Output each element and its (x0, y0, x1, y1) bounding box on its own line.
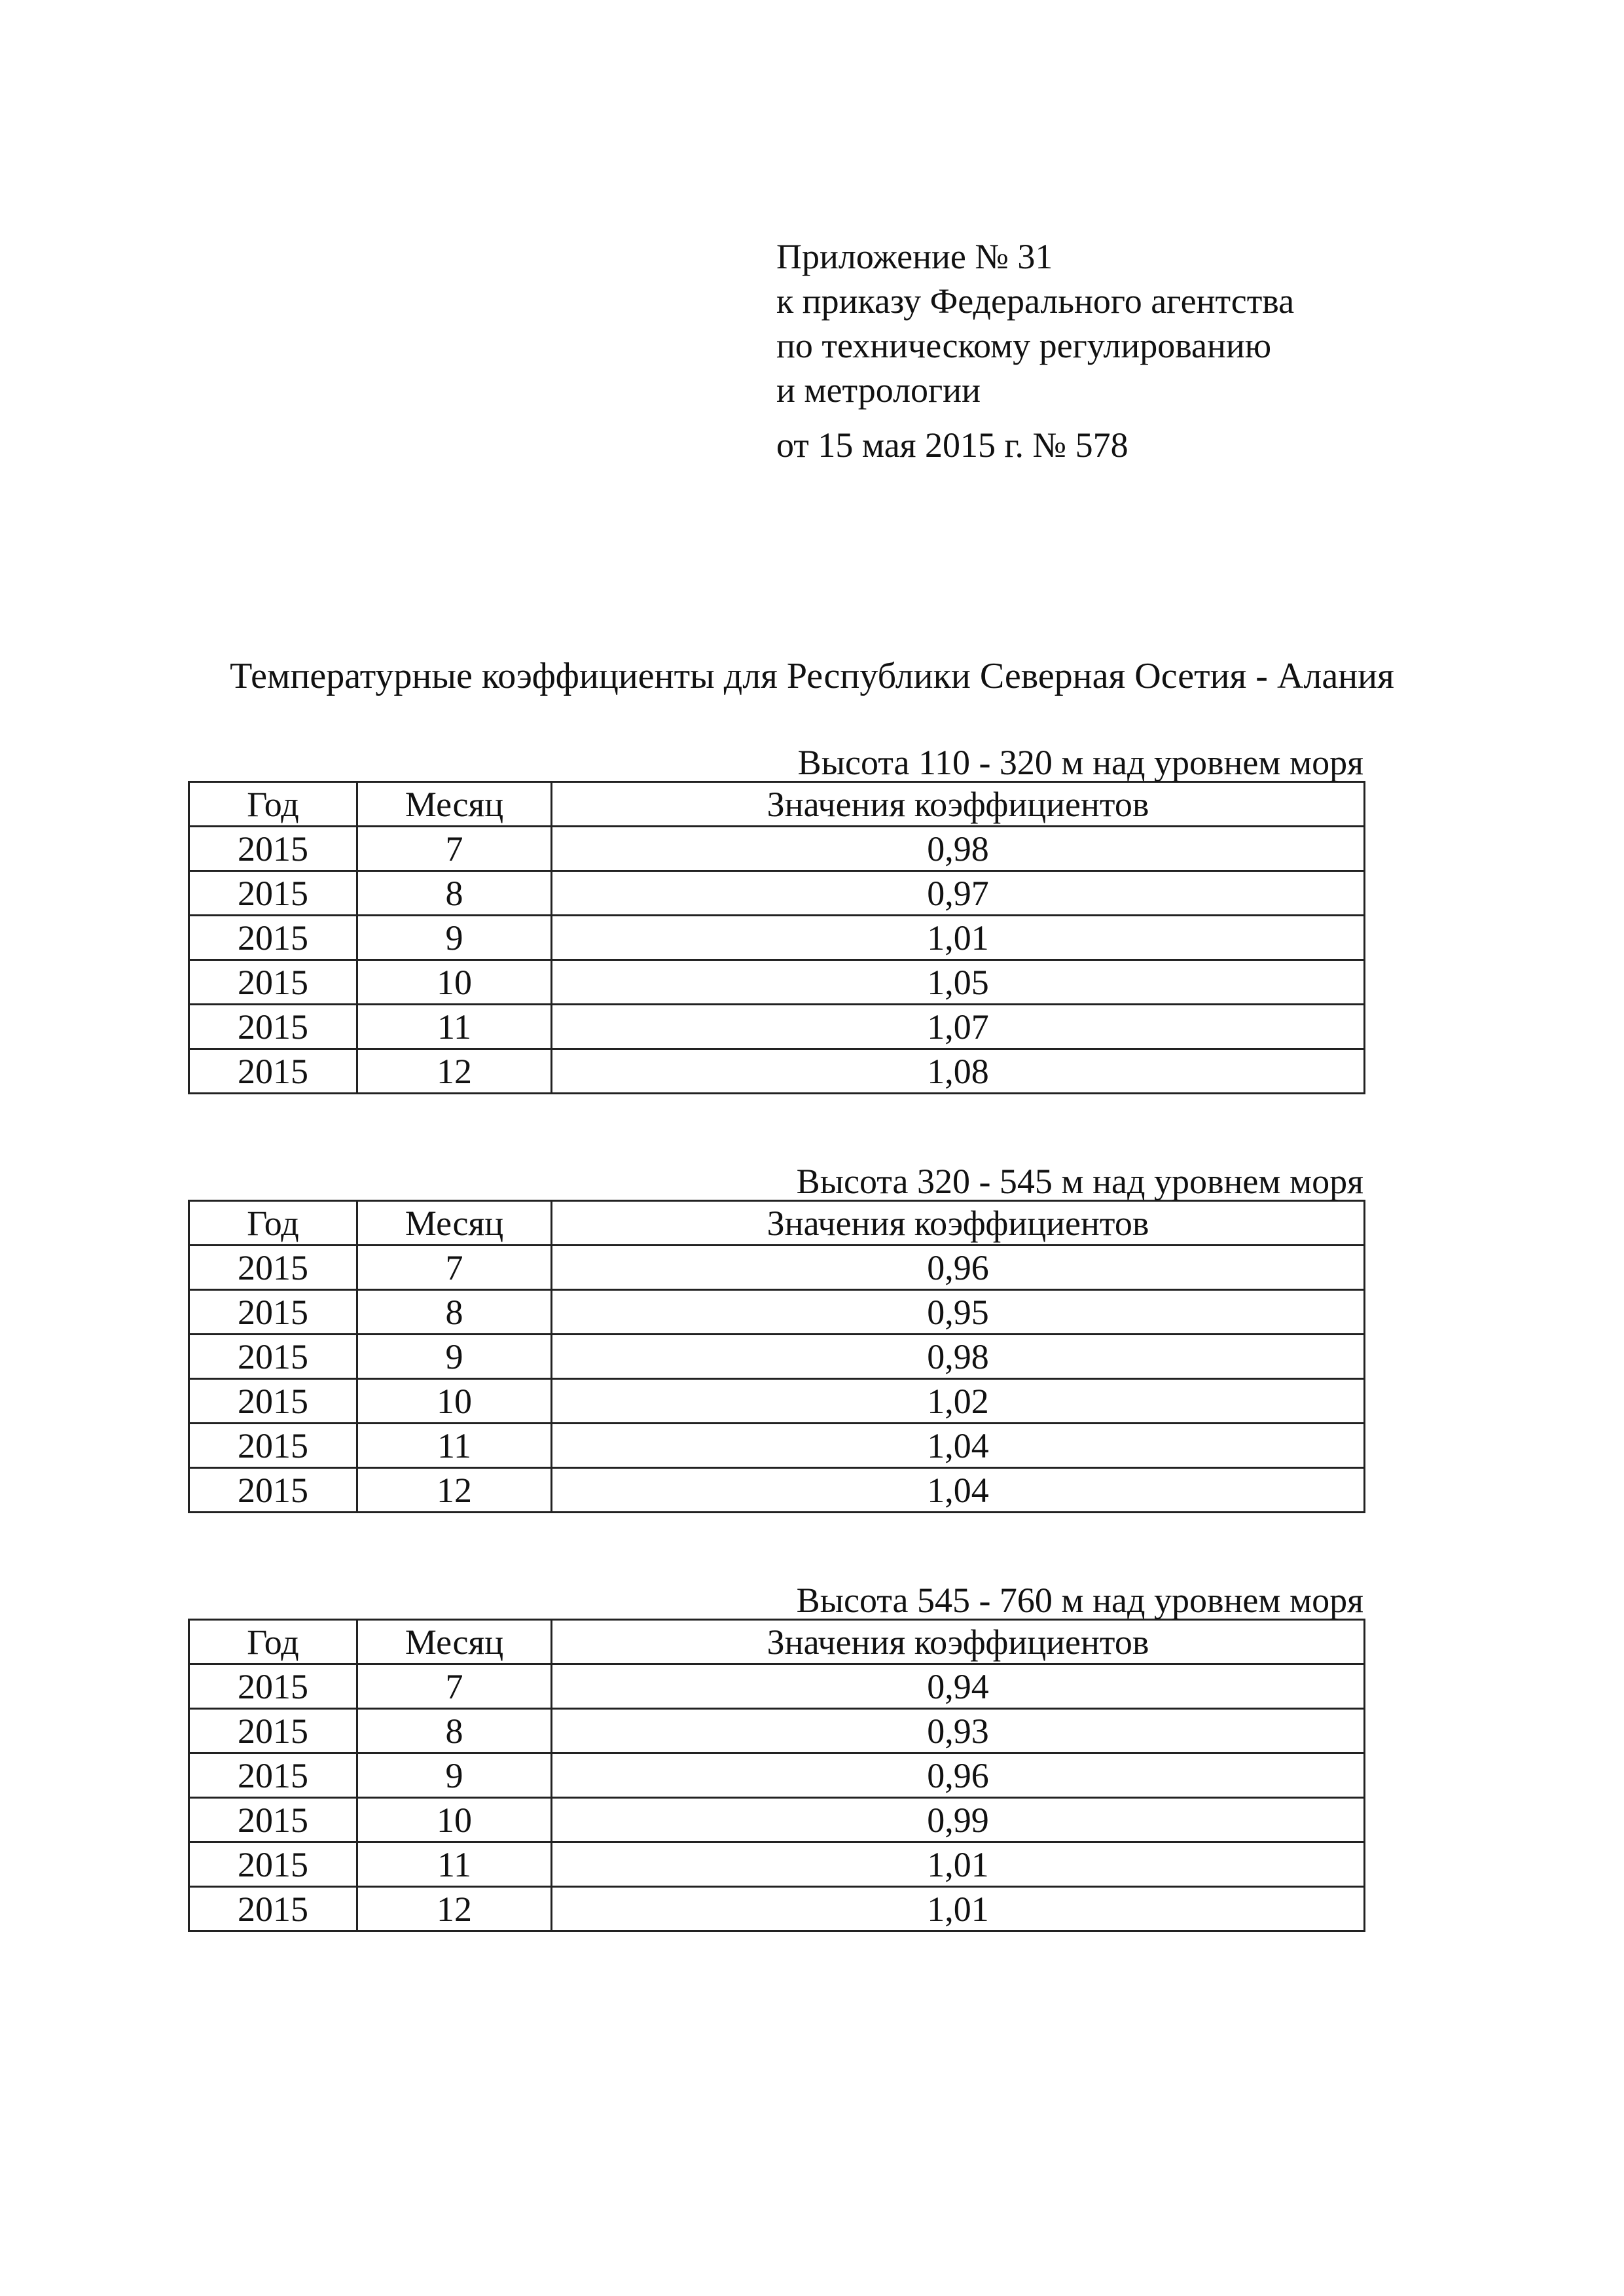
month-cell: 12 (357, 1468, 552, 1513)
year-cell: 2015 (189, 827, 357, 871)
month-cell: 8 (357, 1290, 552, 1335)
appendix-agency-line: по техническому регулированию (776, 326, 1272, 365)
month-cell: 7 (357, 827, 552, 871)
month-cell: 12 (357, 1887, 552, 1931)
table-row (189, 1049, 1365, 1094)
value-cell: 0,93 (552, 1709, 1365, 1753)
altitude-section-2 (188, 1163, 1363, 1513)
value-cell: 1,02 (552, 1379, 1365, 1424)
table-header-row (189, 782, 1365, 827)
value-cell: 1,01 (552, 1842, 1365, 1887)
month-cell: 7 (357, 1246, 552, 1290)
year-cell: 2015 (189, 1842, 357, 1887)
table-row (189, 871, 1365, 916)
month-cell: 11 (357, 1842, 552, 1887)
year-cell: 2015 (189, 871, 357, 916)
appendix-number: Приложение № 31 (776, 237, 1053, 276)
year-cell: 2015 (189, 1753, 357, 1798)
value-cell: 1,08 (552, 1049, 1365, 1094)
value-cell: 0,96 (552, 1753, 1365, 1798)
coefficients-table (188, 1200, 1365, 1513)
year-cell: 2015 (189, 1709, 357, 1753)
appendix-date: от 15 мая 2015 г. № 578 (776, 425, 1128, 465)
table-header-row (189, 1620, 1365, 1664)
year-cell: 2015 (189, 1664, 357, 1709)
table-row (189, 1424, 1365, 1468)
value-cell: 0,96 (552, 1246, 1365, 1290)
table-header-row (189, 1201, 1365, 1246)
value-cell: 0,99 (552, 1798, 1365, 1842)
value-cell: 1,05 (552, 960, 1365, 1005)
column-header-month: Месяц (357, 1620, 552, 1664)
altitude-caption: Высота 110 - 320 м над уровнем моря (797, 743, 1363, 782)
year-cell: 2015 (189, 1335, 357, 1379)
table-row (189, 1664, 1365, 1709)
year-cell: 2015 (189, 1887, 357, 1931)
month-cell: 10 (357, 1379, 552, 1424)
year-cell: 2015 (189, 1290, 357, 1335)
table-row (189, 1709, 1365, 1753)
month-cell: 12 (357, 1049, 552, 1094)
column-header-month: Месяц (357, 1201, 552, 1246)
year-cell: 2015 (189, 1005, 357, 1049)
month-cell: 11 (357, 1424, 552, 1468)
month-cell: 9 (357, 1335, 552, 1379)
value-cell: 1,07 (552, 1005, 1365, 1049)
month-cell: 7 (357, 1664, 552, 1709)
column-header-year: Год (189, 782, 357, 827)
table-row (189, 1887, 1365, 1931)
altitude-caption: Высота 320 - 545 м над уровнем моря (796, 1162, 1363, 1201)
table-row (189, 960, 1365, 1005)
month-cell: 10 (357, 1798, 552, 1842)
value-cell: 0,98 (552, 1335, 1365, 1379)
appendix-order-line: к приказу Федерального агентства (776, 281, 1295, 321)
altitude-section-3 (188, 1582, 1363, 1932)
column-header-month: Месяц (357, 782, 552, 827)
column-header-year: Год (189, 1201, 357, 1246)
table-row (189, 1379, 1365, 1424)
value-cell: 0,98 (552, 827, 1365, 871)
value-cell: 1,04 (552, 1424, 1365, 1468)
year-cell: 2015 (189, 916, 357, 960)
year-cell: 2015 (189, 1468, 357, 1513)
column-header-value: Значения коэффициентов (552, 1201, 1365, 1246)
year-cell: 2015 (189, 1246, 357, 1290)
year-cell: 2015 (189, 1798, 357, 1842)
value-cell: 1,04 (552, 1468, 1365, 1513)
appendix-header (776, 234, 1294, 467)
column-header-year: Год (189, 1620, 357, 1664)
altitude-caption: Высота 545 - 760 м над уровнем моря (796, 1581, 1363, 1620)
value-cell: 1,01 (552, 1887, 1365, 1931)
month-cell: 10 (357, 960, 552, 1005)
table-row (189, 1335, 1365, 1379)
value-cell: 0,95 (552, 1290, 1365, 1335)
appendix-metrology-line: и метрологии (776, 370, 981, 410)
table-row (189, 1246, 1365, 1290)
coefficients-table (188, 781, 1365, 1094)
month-cell: 11 (357, 1005, 552, 1049)
table-row (189, 827, 1365, 871)
column-header-value: Значения коэффициентов (552, 782, 1365, 827)
month-cell: 8 (357, 1709, 552, 1753)
table-row (189, 1842, 1365, 1887)
column-header-value: Значения коэффициентов (552, 1620, 1365, 1664)
value-cell: 1,01 (552, 916, 1365, 960)
table-row (189, 1005, 1365, 1049)
altitude-section-1 (188, 744, 1363, 1094)
document-title: Температурные коэффициенты для Республики Северная Осетия - Алания (230, 656, 1394, 696)
value-cell: 0,97 (552, 871, 1365, 916)
year-cell: 2015 (189, 1049, 357, 1094)
value-cell: 0,94 (552, 1664, 1365, 1709)
month-cell: 9 (357, 916, 552, 960)
year-cell: 2015 (189, 1424, 357, 1468)
table-row (189, 1468, 1365, 1513)
table-row (189, 1753, 1365, 1798)
table-row (189, 1798, 1365, 1842)
month-cell: 9 (357, 1753, 552, 1798)
month-cell: 8 (357, 871, 552, 916)
table-row (189, 1290, 1365, 1335)
coefficients-table (188, 1619, 1365, 1932)
year-cell: 2015 (189, 1379, 357, 1424)
table-row (189, 916, 1365, 960)
year-cell: 2015 (189, 960, 357, 1005)
